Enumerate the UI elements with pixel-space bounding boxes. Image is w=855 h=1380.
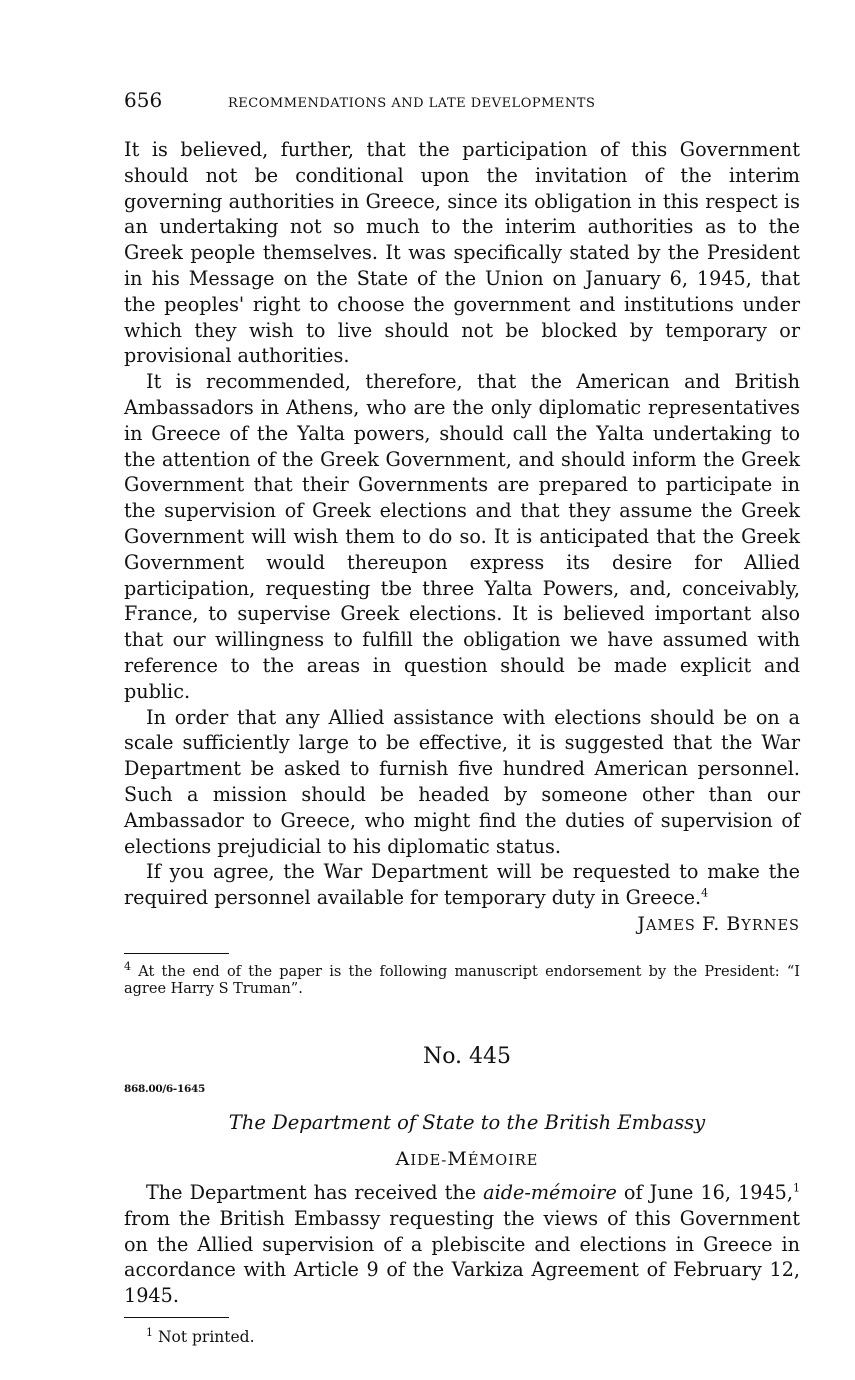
document-type — [124, 1148, 800, 1170]
document-paragraph — [124, 1180, 800, 1309]
signature — [124, 911, 800, 939]
page-number: 656 — [124, 88, 163, 112]
footnote-ref-1: 1 — [793, 1181, 800, 1195]
footnote-ref-4: 4 — [701, 886, 709, 900]
document-paragraph-part-3: from the British Embassy requesting the views of this Government on the Allied supervision of a plebiscite and elections in Greece in accordance with Article 9 of the Varkiza Agreement of February 12, 1945. — [124, 1206, 800, 1308]
document-type-label: AIDE-MÉMOIRE — [395, 1147, 539, 1170]
document-paragraph-part-2: of June 16, 1945, — [616, 1180, 793, 1204]
document-title: The Department of State to the British Embassy — [228, 1110, 706, 1134]
body-paragraph-3: In order that any Allied assistance with elections should be on a scale sufficiently large to be effective, it is suggested that the War Department be asked to furnish five hundred American personnel. Such a mission should be headed by someone other than our Ambassador to Greece, who might find the duties of supervision of elections prejudicial to his diplomatic status. — [124, 705, 800, 858]
footnote-divider-2 — [124, 1317, 229, 1318]
body-paragraph-2: It is recommended, therefore, that the American and British Ambassadors in Athens, who are the only diplomatic representatives in Greece of the Yalta powers, should call the Yalta undertaking to the attention of the Greek Government, and should inform the Greek Government that their Governments are prepared to participate in the supervision of Greek elections and that they assume the Greek Government will wish them to do so. It is anticipated that the Greek Government would thereupon express its desire for Allied participation, requesting tbe three Yalta Powers, and, conceivably, France, to supervise Greek elections. It is believed important also that our willingness to fulfill the obligation we have assumed with reference to the areas in question should be made explicit and public. — [124, 370, 800, 703]
file-reference: 868.00/6-1645 — [124, 1082, 206, 1095]
running-head: RECOMMENDATIONS AND LATE DEVELOPMENTS — [228, 96, 596, 111]
footnote-4-marker: 4 — [124, 960, 131, 974]
footnote-divider — [124, 953, 229, 954]
footnote-4 — [124, 960, 801, 998]
footnote-1 — [146, 1325, 800, 1346]
body-paragraph-4 — [124, 859, 800, 911]
document-page — [124, 88, 800, 1346]
document-paragraph-italic: aide-mémoire — [483, 1180, 617, 1204]
document-number: No. 445 — [422, 1043, 512, 1069]
signature-middle-initial: F. — [701, 912, 721, 935]
footnote-4-text: At the end of the paper is the following manuscript endorsement by the President: “I agree Harry S Truman”. — [124, 963, 801, 997]
page-header — [124, 88, 800, 122]
body-paragraph-4-text: If you agree, the War Department will be requested to make the required personnel available for temporary duty in Greece. — [124, 860, 800, 910]
footnote-1-marker: 1 — [146, 1325, 153, 1339]
signature-first-name: JAMES — [637, 912, 696, 935]
signature-last-name: BYRNES — [726, 912, 800, 935]
document-paragraph-part-1: The Department has received the — [146, 1180, 484, 1204]
body-paragraph-1: It is believed, further, that the participation of this Government should not be conditional upon the invitation of the interim governing authorities in Greece, since its obligation in this respect is an undertaking not so much to the interim authorities as to the Greek people themselves. It was specifically stated by the President in his Message on the State of the Union on January 6, 1945, that the peoples' right to choose the government and institutions under which they wish to live should not be blocked by temporary or provisional authorities. — [124, 138, 800, 368]
footnote-1-text: Not printed. — [157, 1327, 255, 1346]
